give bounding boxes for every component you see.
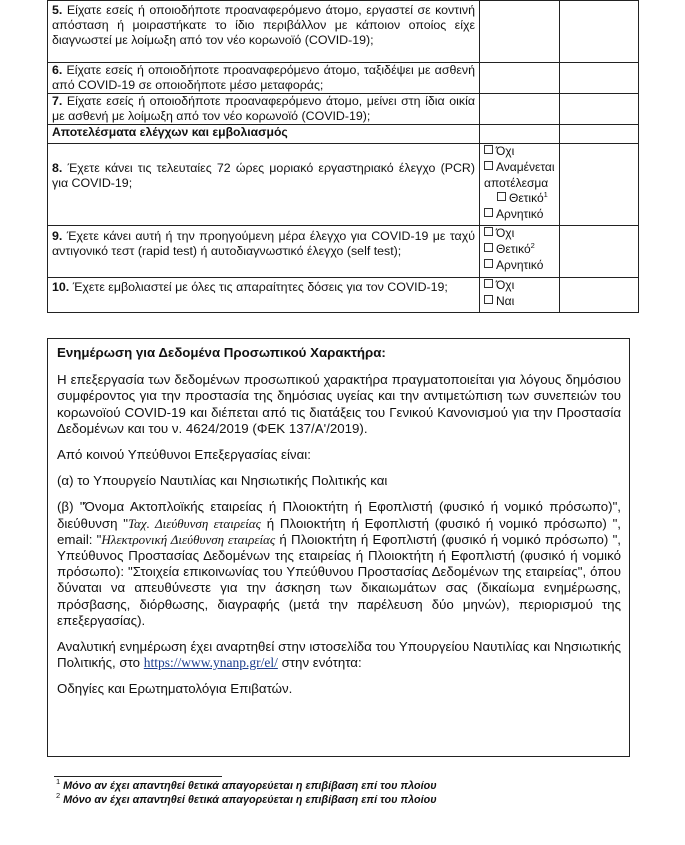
option-checkbox[interactable]: Αρνητικό [484, 258, 555, 274]
answer-cell-yes-5[interactable] [480, 1, 560, 63]
company-address-placeholder: Ταχ. Διεύθυνση εταιρείας [128, 515, 261, 531]
question-7-label: Είχατε εσείς ή οποιοδήποτε προαναφερόμενο άτομο, μείνει στη ίδια οικία με ασθενή με λοίμωξη από τον νέο κορωνοϊό (COVID-19); [52, 94, 475, 123]
question-row-5 [48, 1, 639, 63]
question-9-options [480, 226, 560, 278]
checkbox-icon [484, 279, 493, 288]
notice-paragraph-6: Οδηγίες και Ερωτηματολόγια Επιβατών. [57, 681, 293, 697]
question-9-number: 9. [52, 229, 63, 243]
checkbox-icon [484, 208, 493, 217]
footnote-2: $^2$ Μόνο αν έχει απαντηθεί θετικά απαγορεύεται η επιβίβαση επί του πλοίου [56, 791, 437, 806]
checkbox-icon [497, 192, 506, 201]
option-checkbox[interactable]: Όχι [484, 226, 555, 242]
section-heading-row [48, 125, 639, 144]
question-row-10 [48, 278, 639, 313]
section-heading: Αποτελέσματα ελέγχων και εμβολιασμός [48, 125, 480, 144]
question-10-number: 10. [52, 280, 70, 294]
footnote-ref-1: 1 [543, 190, 548, 200]
answer-cell-10 [560, 278, 639, 313]
checkbox-icon [484, 227, 493, 236]
answer-cell-yes-7[interactable] [480, 94, 560, 125]
question-8-options [480, 144, 560, 226]
questionnaire-table [47, 0, 639, 313]
answer-cell-yes-6[interactable] [480, 63, 560, 94]
footnote-ref-2: 2 [530, 240, 535, 250]
question-7-number: 7. [52, 94, 63, 108]
question-row-6 [48, 63, 639, 94]
ministry-website-link[interactable]: https://www.ynanp.gr/el/ [143, 655, 278, 671]
checkbox-icon [484, 295, 493, 304]
question-8-label: Έχετε κάνει τις τελευταίες 72 ώρες μοριακό εργαστηριακό έλεγχο (PCR) για COVID-19; [52, 161, 476, 190]
option-checkbox[interactable]: Θετικό$^2$ [484, 242, 555, 258]
answer-cell-no-7[interactable] [560, 94, 639, 125]
question-7-text [48, 94, 480, 125]
question-row-8 [48, 144, 639, 226]
notice-paragraph-3: (α) το Υπουργείο Ναυτιλίας και Νησιωτικής Πολιτικής και [57, 473, 388, 489]
checkbox-icon [484, 259, 493, 268]
checkbox-icon [484, 145, 493, 154]
option-checkbox[interactable]: Θετικό$^1$ [484, 191, 555, 207]
question-5-number: 5. [52, 3, 63, 17]
company-email-placeholder: Ηλεκτρονική Διεύθυνση εταιρείας [101, 531, 276, 547]
question-10-text [48, 278, 480, 313]
notice-paragraph-4: (β) "Όνομα Ακτοπλοϊκής εταιρείας ή Πλοιοκτήτη ή Εφοπλιστή (φυσικό ή νομικό πρόσωπο)", διεύθυνση "Ταχ. Διεύθυνση εταιρείας ή Πλοιοκτήτη ή Εφοπλιστή (φυσικό ή νομικό πρόσωπο) ", email: "Ηλεκτρονική Διεύθυνση εταιρείας ή Πλοιοκτήτη ή Εφοπλιστή (φυσικό ή νομικό πρόσωπο) ", Υπεύθυνος Προστασίας Δεδομένων της εταιρείας ή Πλοιοκτήτη ή Εφοπλιστή (φυσικό ή νομικό πρόσωπο): "Στοιχεία επικοινωνίας του Υπεύθυνου Προστασίας Δεδομένων της εταιρείας", όπου δύναται να απευθύνεστε για την άσκηση των δικαιωμάτων σας (δικαίωμα ενημέρωσης, πρόσβασης, διόρθωσης, διαγραφής (μετά την παρέλευση δύο μηνών), περιορισμού της επεξεργασίας). [57, 499, 621, 628]
answer-cell-9 [560, 226, 639, 278]
checkbox-icon [484, 243, 493, 252]
personal-data-notice [47, 338, 630, 757]
footnote-divider [54, 776, 222, 777]
notice-paragraph-5: Αναλυτική ενημέρωση έχει αναρτηθεί στην ιστοσελίδα του Υπουργείου Ναυτιλίας και Νησιωτικής Πολιτικής, στο https://www.ynanp.gr/el/ στην ενότητα: [57, 639, 621, 671]
question-8-text [48, 144, 480, 226]
question-10-label: Έχετε εμβολιαστεί με όλες τις απαραίτητες δόσεις για τον COVID-19; [72, 280, 448, 294]
answer-cell-no-6[interactable] [560, 63, 639, 94]
question-6-number: 6. [52, 63, 63, 77]
option-checkbox[interactable]: Αναμένεται αποτέλεσμα [484, 159, 555, 190]
option-checkbox[interactable]: Αρνητικό [484, 207, 555, 223]
section-cell-blank-1 [480, 125, 560, 144]
answer-cell-no-5[interactable] [560, 1, 639, 63]
section-cell-blank-2 [560, 125, 639, 144]
option-checkbox[interactable]: Όχι [484, 144, 555, 160]
option-checkbox[interactable]: Όχι [484, 278, 555, 294]
footnote-1: $^1$ Μόνο αν έχει απαντηθεί θετικά απαγορεύεται η επιβίβαση επί του πλοίου [56, 777, 437, 792]
notice-paragraph-1: Η επεξεργασία των δεδομένων προσωπικού χαρακτήρα πραγματοποιείται για λόγους δημόσιου συμφέροντος για την προστασία της δημόσιας υγείας και την αντιμετώπιση των συνεπειών του κορωνοϊού COVID-19 και διέπεται από τις διατάξεις του Γενικού Κανονισμού για την Προστασία Δεδομένων και του ν. 4624/2019 (ΦΕΚ 137/Α'/2019). [57, 372, 621, 436]
option-checkbox[interactable]: Ναι [484, 294, 555, 310]
checkbox-icon [484, 161, 493, 170]
question-8-number: 8. [52, 161, 63, 175]
question-5-label: Είχατε εσείς ή οποιοδήποτε προαναφερόμενο άτομο, εργαστεί σε κοντινή απόσταση ή μοιραστήκατε το ίδιο περιβάλλον με κάποιον οποίος είχε διαγνωστεί με λοίμωξη από τον νέο κορωνοϊό (COVID-19); [52, 3, 475, 47]
question-row-9 [48, 226, 639, 278]
notice-heading: Ενημέρωση για Δεδομένα Προσωπικού Χαρακτήρα: [57, 345, 386, 360]
question-10-options [480, 278, 560, 313]
question-9-label: Έχετε κάνει αυτή ή την προηγούμενη μέρα έλεγχο για COVID-19 με ταχύ αντιγονικό τεστ (rapid test) ή αυτοδιαγνωστικό έλεγχο (self test); [52, 229, 475, 258]
question-6-text [48, 63, 480, 94]
question-row-7 [48, 94, 639, 125]
answer-cell-8 [560, 144, 639, 226]
question-9-text [48, 226, 480, 278]
question-5-text [48, 1, 480, 63]
notice-paragraph-2: Από κοινού Υπεύθυνοι Επεξεργασίας είναι: [57, 447, 311, 463]
question-6-label: Είχατε εσείς ή οποιοδήποτε προαναφερόμενο άτομο, ταξιδέψει με ασθενή από COVID-19 σε οποιοδήποτε μέσο μεταφοράς; [52, 63, 475, 92]
